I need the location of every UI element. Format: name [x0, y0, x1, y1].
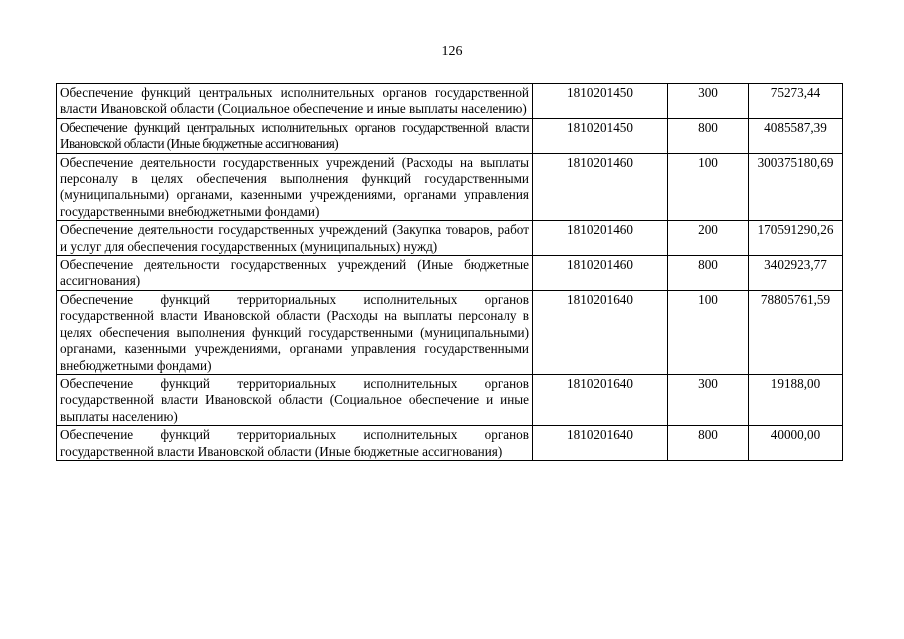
- row-amount: 19188,00: [749, 374, 843, 425]
- row-amount: 170591290,26: [749, 221, 843, 256]
- table-row: [57, 118, 843, 153]
- row-description: Обеспечение деятельности государственных учреждений (Закупка товаров, работ и услуг для обеспечения государственных (муниципальных) нужд): [57, 221, 533, 256]
- row-description: Обеспечение деятельности государственных учреждений (Иные бюджетные ассигнования): [57, 256, 533, 291]
- table-row: [57, 256, 843, 291]
- row-description: Обеспечение функций центральных исполнительных органов государственной власти Ивановской области (Социальное обеспечение и иные выплаты населению): [57, 84, 533, 119]
- row-amount: 40000,00: [749, 426, 843, 461]
- table-row: [57, 374, 843, 425]
- row-description: Обеспечение функций территориальных исполнительных органов государственной власти Ивановской области (Расходы на выплаты персоналу в целях обеспечения выполнения функций государственными (муниципальными) органами, казенными учреждениями, органами управления государственными внебюджетными фондами): [57, 290, 533, 374]
- row-amount: 3402923,77: [749, 256, 843, 291]
- row-description: Обеспечение функций центральных исполнительных органов государственной власти Ивановской области (Иные бюджетные ассигнования): [57, 118, 533, 153]
- table-row: [57, 153, 843, 221]
- row-target-code: 1810201450: [533, 84, 668, 119]
- row-target-code: 1810201450: [533, 118, 668, 153]
- table-row: [57, 221, 843, 256]
- page-number: 126: [441, 44, 463, 59]
- row-expense-type: 100: [668, 290, 749, 374]
- table-row: [57, 426, 843, 461]
- row-expense-type: 800: [668, 256, 749, 291]
- row-target-code: 1810201460: [533, 221, 668, 256]
- row-description: Обеспечение функций территориальных исполнительных органов государственной власти Ивановской области (Иные бюджетные ассигнования): [57, 426, 533, 461]
- row-expense-type: 800: [668, 426, 749, 461]
- row-expense-type: 100: [668, 153, 749, 221]
- row-amount: 4085587,39: [749, 118, 843, 153]
- row-description: Обеспечение деятельности государственных учреждений (Расходы на выплаты персоналу в целях обеспечения выполнения функций государственными (муниципальными) органами, казенными учреждениями, органами управления государственными внебюджетными фондами): [57, 153, 533, 221]
- table-row: [57, 290, 843, 374]
- row-expense-type: 300: [668, 374, 749, 425]
- row-target-code: 1810201460: [533, 153, 668, 221]
- row-expense-type: 200: [668, 221, 749, 256]
- budget-table: [56, 83, 843, 461]
- table-row: [57, 84, 843, 119]
- row-target-code: 1810201640: [533, 426, 668, 461]
- row-amount: 75273,44: [749, 84, 843, 119]
- row-description: Обеспечение функций территориальных исполнительных органов государственной власти Ивановской области (Социальное обеспечение и иные выплаты населению): [57, 374, 533, 425]
- row-target-code: 1810201640: [533, 290, 668, 374]
- row-expense-type: 800: [668, 118, 749, 153]
- row-target-code: 1810201460: [533, 256, 668, 291]
- row-expense-type: 300: [668, 84, 749, 119]
- row-amount: 78805761,59: [749, 290, 843, 374]
- row-target-code: 1810201640: [533, 374, 668, 425]
- row-amount: 300375180,69: [749, 153, 843, 221]
